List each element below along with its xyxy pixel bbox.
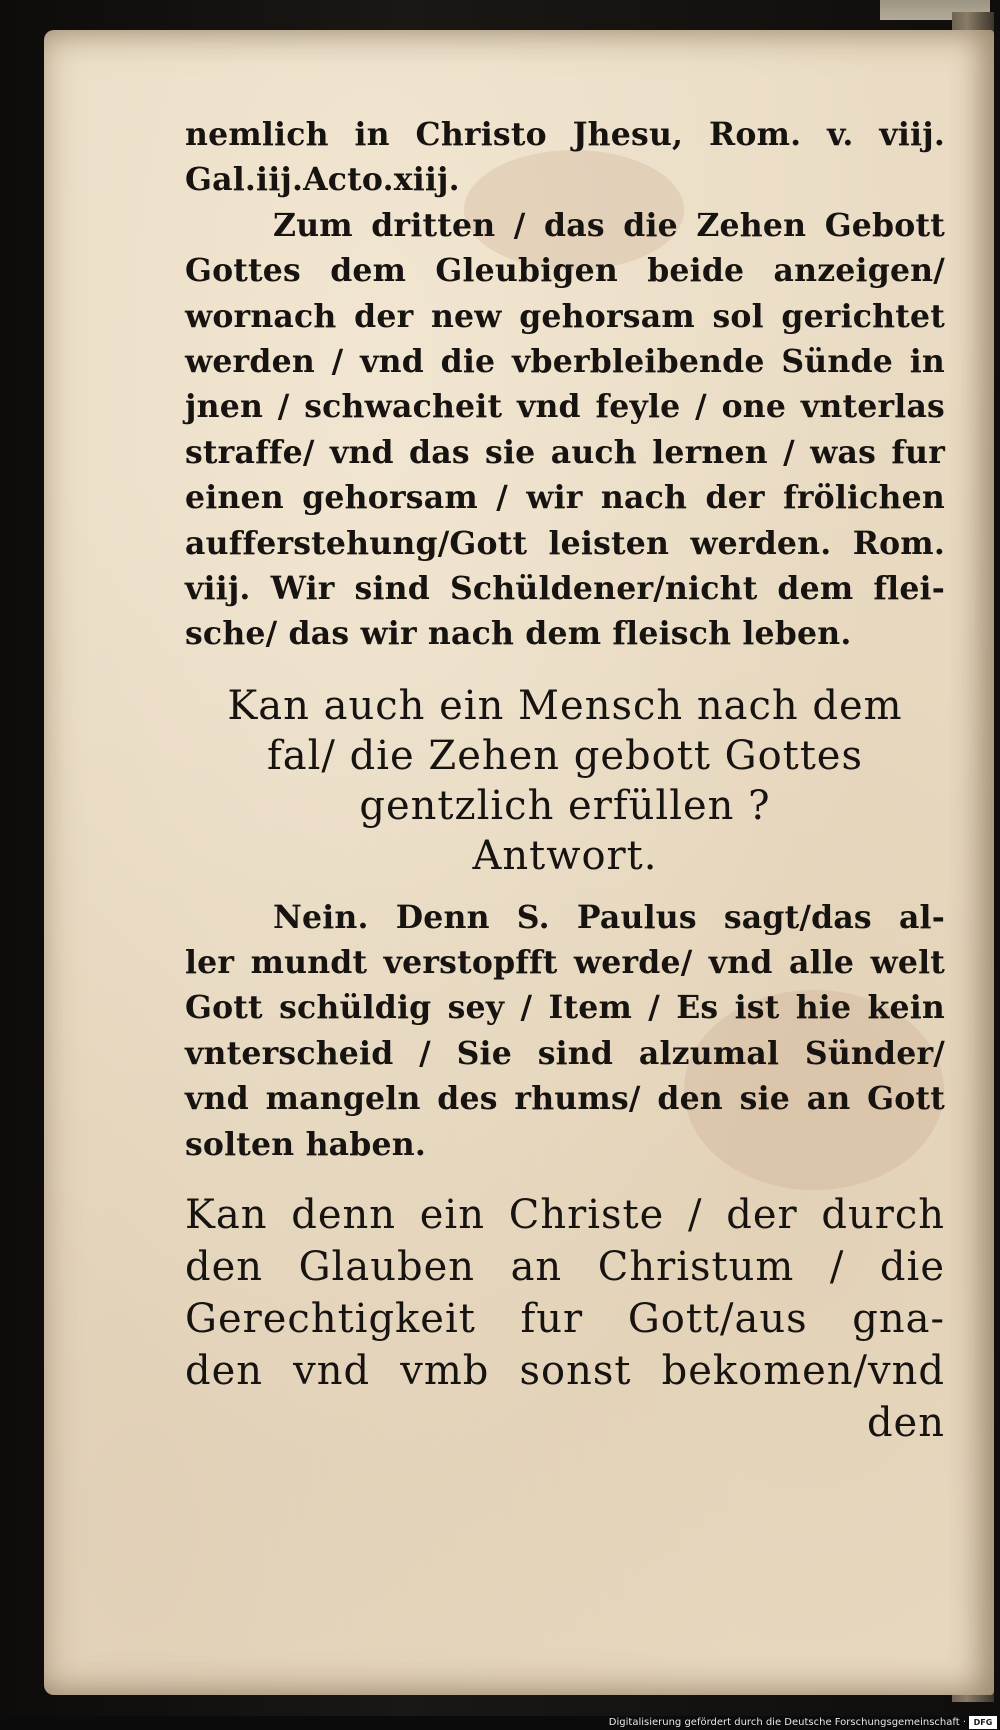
text-line: Gottes dem Gleubigen beide anzeigen/ [185, 252, 945, 290]
paragraph-block-2 [185, 895, 945, 1167]
heading-line: fal/ die Zehen gebott Gottes [266, 732, 863, 779]
text-line: jnen / schwacheit vnd feyle / one vnterlas [185, 388, 945, 426]
page-text [185, 112, 945, 1449]
question-heading-1 [185, 681, 945, 881]
text-line: Zum dritten / das die Zehen Gebott [273, 206, 945, 244]
heading-line: den Glauben an Christum / die [185, 1244, 945, 1291]
text-line: einen gehorsam / wir nach der frölichen [185, 479, 945, 517]
text-line: Gal.iij.Acto.xiij. [185, 161, 460, 199]
text-line: solten haben. [185, 1125, 427, 1163]
text-line: vnterscheid / Sie sind alzumal Sünder/ [185, 1034, 945, 1072]
text-line: werden / vnd die vberbleibende Sünde in [185, 342, 945, 380]
heading-line: gentzlich erfüllen ? [359, 782, 771, 829]
text-line: nemlich in Christo Jhesu, Rom. v. viij. [185, 116, 945, 153]
text-line: straffe/ vnd das sie auch lernen / was fur [185, 433, 945, 471]
text-line: ler mundt verstopfft werde/ vnd alle welt [185, 944, 945, 982]
heading-line: Kan auch ein Mensch nach dem [227, 682, 903, 729]
text-line: aufferstehung/Gott leisten werden. Rom. [185, 524, 945, 562]
digitization-credit: Digitalisierung gefördert durch die Deutsche Forschungsgemeinschaft · [608, 1717, 966, 1728]
heading-line: Gerechtigkeit fur Gott/aus gna- [185, 1296, 945, 1343]
text-line: viij. Wir sind Schüldener/nicht dem flei- [185, 569, 945, 607]
heading-line: Kan denn ein Christe / der durch [185, 1192, 945, 1239]
question-heading-2 [185, 1189, 945, 1449]
dfg-logo-icon: DFG [969, 1716, 997, 1729]
heading-line: den vnd vmb sonst bekomen/vnd [185, 1348, 945, 1395]
text-line: sche/ das wir nach dem fleisch leben. [185, 615, 852, 653]
answer-label: Antwort. [472, 832, 658, 879]
paragraph-block-1 [185, 112, 945, 657]
text-line: Gott schüldig sey / Item / Es ist hie kein [185, 989, 945, 1027]
text-line: vnd mangeln des rhums/ den sie an Gott [185, 1080, 945, 1118]
text-line: Nein. Denn S. Paulus sagt/das al- [273, 898, 945, 936]
text-line: wornach der new gehorsam sol gerichtet [185, 297, 945, 335]
catchword: den [866, 1400, 945, 1447]
